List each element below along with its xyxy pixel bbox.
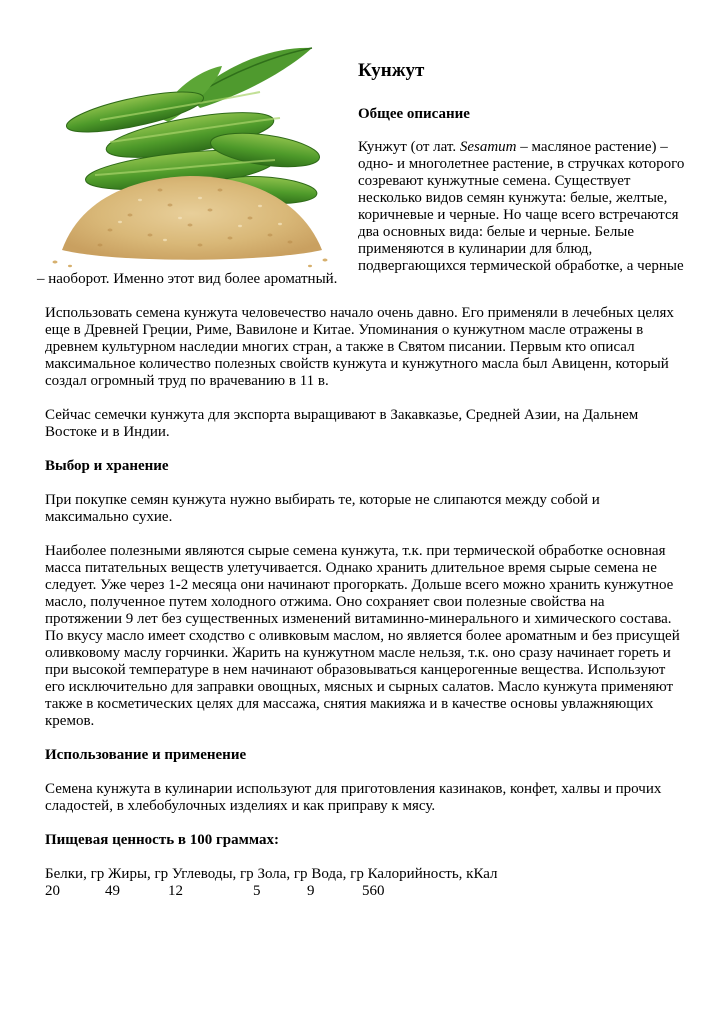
nutrition-header: Зола, гр bbox=[257, 866, 308, 882]
nutrition-value: 560 bbox=[362, 883, 385, 899]
nutrition-header-row bbox=[45, 866, 685, 883]
general-paragraph-3: Сейчас семечки кунжута для экспорта выращивают в Закавказье, Средней Азии, на Дальнем Востоке и в Индии. bbox=[45, 407, 639, 440]
hero-section bbox=[45, 40, 685, 280]
page-title: Кунжут bbox=[358, 60, 425, 81]
storage-paragraph-1: При покупке семян кунжута нужно выбирать те, которые не слипаются между собой и максимально сухие. bbox=[45, 492, 600, 525]
sesame-image bbox=[40, 40, 340, 270]
nutrition-header: Вода, гр bbox=[311, 866, 364, 882]
nutrition-value: 49 bbox=[105, 883, 120, 899]
nutrition-value: 12 bbox=[168, 883, 183, 899]
general-heading: Общее описание bbox=[358, 106, 470, 122]
nutrition-header: Белки, гр bbox=[45, 866, 105, 882]
hero-text bbox=[358, 60, 685, 275]
nutrition-value: 9 bbox=[307, 883, 315, 899]
nutrition-value: 5 bbox=[253, 883, 261, 899]
nutrition-header: Жиры, гр bbox=[107, 866, 169, 882]
general-paragraph-2: Использовать семена кунжута человечество начало очень давно. Его применяли в лечебных целях еще в Древней Греции, Риме, Вавилоне и Китае. Упоминания о кунжутном масле отражены в древнем культурном наследии многих стран, а также в Святом писании. Первым кто описал максимальное количество полезных свойств кунжута и кунжутного масла был Авиценн, который создал огромный труд по врачеванию в 11 в. bbox=[45, 305, 674, 389]
nutrition-value-row bbox=[45, 883, 685, 900]
general-paragraph-1-continuation: – наоборот. Именно этот вид более ароматный. bbox=[37, 271, 338, 287]
storage-paragraph-2: Наиболее полезными являются сырые семена кунжута, т.к. при термической обработке основная масса питательных веществ улетучивается. Однако хранить длительное время сырые семена не следует. Уже через 1-2 месяца они начинают прогоркать. Дольше всего можно хранить кунжутное масло, полученное путем холодного отжима. Оно сохраняет свои полезные свойства на протяжении 9 лет без существенных изменений витаминно-минерального и химического состава. По вкусу масло имеет сходство с оливковым маслом, но является более ароматным и без присущей оливковому маслу горчинки. Жарить на кунжутном масле нельзя, т.к. оно сразу начинает гореть и при высокой температуре в нем начинают образовываться канцерогенные вещества. Используют его исключительно для заправки овощных, мясных и сырных салатов. Масло кунжута применяют также в косметических целях для массажа, снятия макияжа и в качестве основы увлажняющих кремов. bbox=[45, 543, 680, 729]
document-page bbox=[37, 40, 685, 900]
usage-heading: Использование и применение bbox=[45, 747, 247, 763]
usage-paragraph-1: Семена кунжута в кулинарии используют для приготовления казинаков, конфет, халвы и прочих сладостей, в хлебобулочных изделиях и как приправу к мясу. bbox=[45, 781, 662, 814]
nutrition-value: 20 bbox=[45, 883, 60, 899]
nutrition-header: Калорийность, кКал bbox=[367, 866, 498, 882]
nutrition-table bbox=[45, 866, 685, 900]
general-paragraph-1: Кунжут (от лат. Sesamum – масляное растение) – одно- и многолетнее растение, в стручках которого созревают кунжутные семена. Существует несколько видов семян кунжута: белые, желтые, коричневые и черные. Но чаще всего встречаются два основных вида: белые и черные. Белые применяются в кулинарии для блюд, подвергающихся термической обработке, а черные bbox=[358, 139, 685, 274]
nutrition-heading: Пищевая ценность в 100 граммах: bbox=[45, 832, 279, 848]
nutrition-header: Углеводы, гр bbox=[171, 866, 254, 882]
storage-heading: Выбор и хранение bbox=[45, 458, 169, 474]
